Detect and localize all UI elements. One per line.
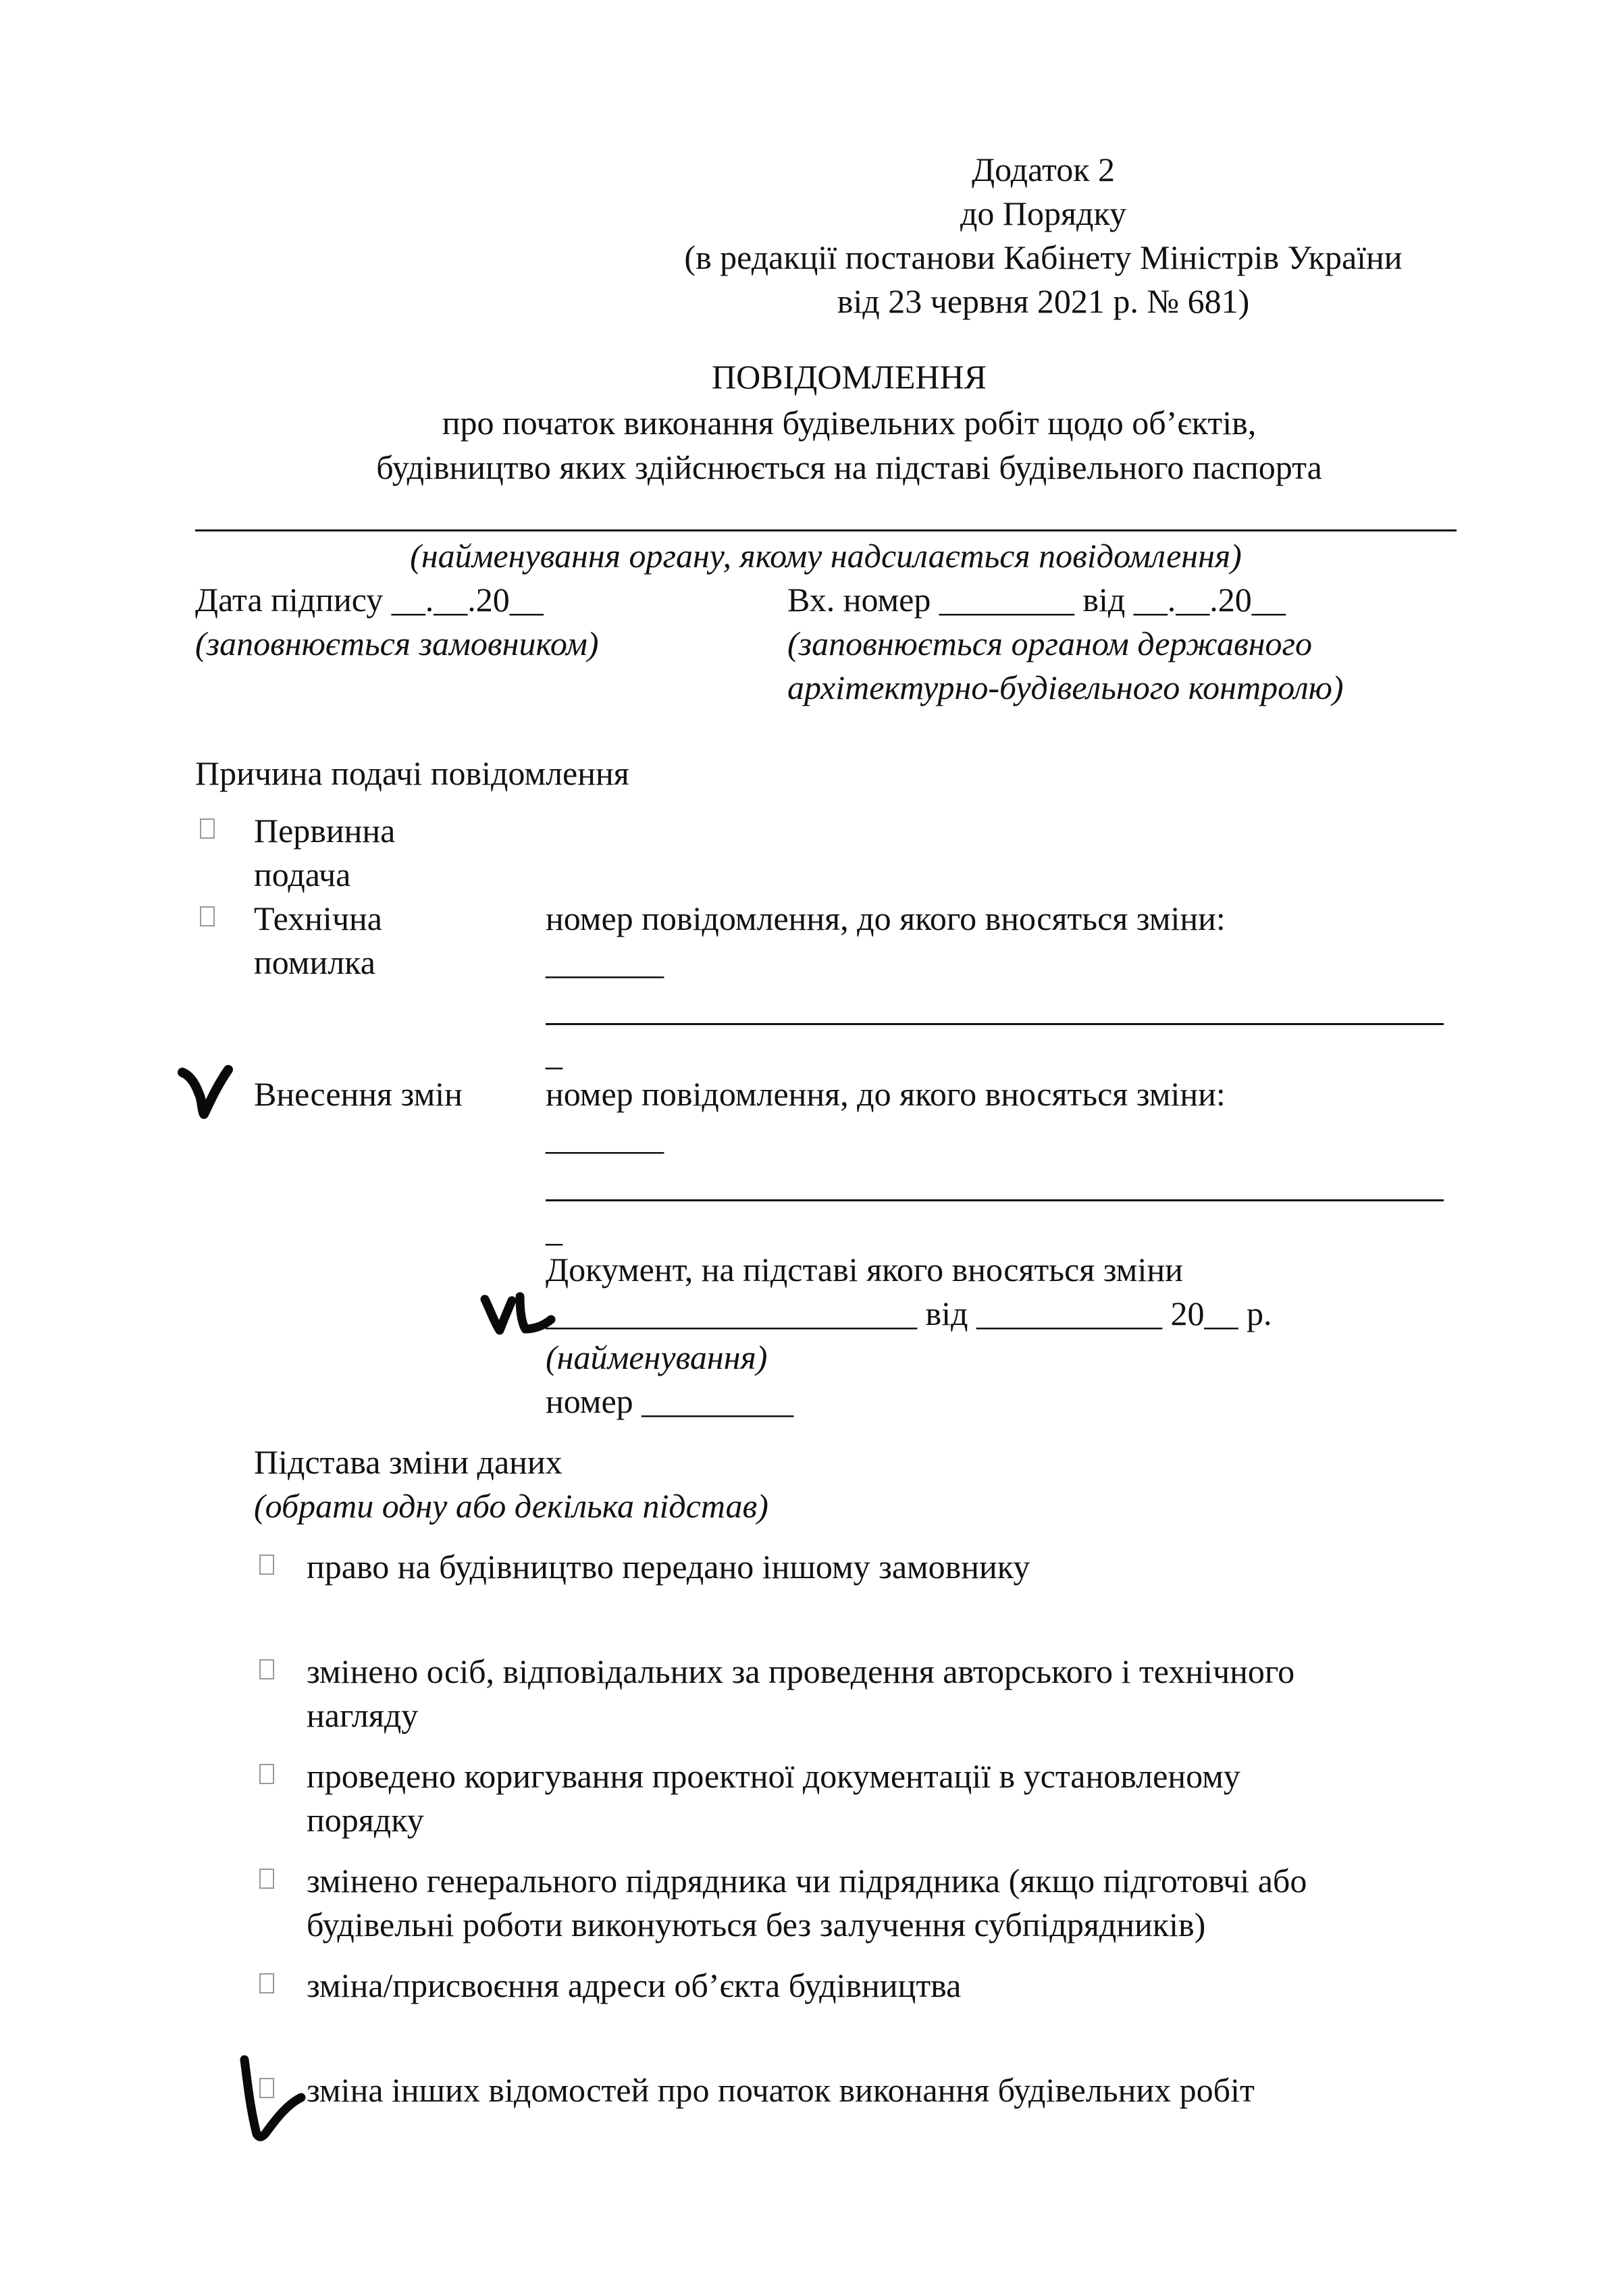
handwritten-check-other-info-icon: [236, 2053, 311, 2147]
header-procedure: до Порядку: [960, 194, 1127, 232]
technical-error-label-line1: Технічна: [254, 899, 382, 937]
ground-address-change-checkbox[interactable]: [259, 1973, 274, 1993]
ground-design-correction-checkbox[interactable]: [259, 1764, 274, 1784]
signature-date-note: (заповнюється замовником): [195, 625, 599, 662]
tech-error-long-blank-tail: _: [546, 1035, 563, 1072]
primary-submission-label-line1: Первинна: [254, 812, 396, 850]
page-title: ПОВІДОМЛЕННЯ: [712, 358, 987, 396]
ground-supervision-persons-checkbox[interactable]: [259, 1659, 274, 1679]
page-subtitle-line2: будівництво яких здійснюється на підставі будівельного паспорта: [376, 448, 1322, 486]
header-edition: (в редакції постанови Кабінету Міністрів України: [684, 238, 1403, 276]
incoming-number-note-line2: архітектурно-будівельного контролю): [787, 669, 1344, 706]
ground-design-correction-label-line1: проведено коригування проектної документації в установленому: [307, 1757, 1240, 1795]
basis-document-name-caption: (найменування): [546, 1338, 768, 1376]
basis-document-label: Документ, на підставі якого вносяться зміни: [546, 1251, 1183, 1288]
ground-address-change-label: зміна/присвоєння адреси об’єкта будівництва: [307, 1966, 962, 2004]
ground-other-info-label: зміна інших відомостей про початок виконання будівельних робіт: [307, 2071, 1255, 2109]
ground-supervision-persons-label-line1: змінено осіб, відповідальних за проведення авторського і технічного: [307, 1652, 1295, 1690]
basis-document-number-field[interactable]: номер _________: [546, 1382, 794, 1420]
technical-error-label-line2: помилка: [254, 943, 375, 981]
ground-new-customer-checkbox[interactable]: [259, 1555, 274, 1575]
recipient-caption: (найменування органу, якому надсилається повідомлення): [410, 537, 1242, 575]
technical-error-checkbox[interactable]: [200, 906, 215, 927]
ground-design-correction-label-line2: порядку: [307, 1801, 424, 1839]
primary-submission-label-line2: подача: [254, 856, 351, 893]
signature-date-field[interactable]: Дата підпису __.__.20__: [195, 581, 544, 619]
ground-supervision-persons-label-line2: нагляду: [307, 1696, 419, 1734]
ground-contractor-change-label-line1: змінено генерального підрядника чи підрядника (якщо підготовчі або: [307, 1862, 1307, 1900]
incoming-number-note-line1: (заповнюється органом державного: [787, 625, 1313, 662]
reason-heading: Причина подачі повідомлення: [195, 754, 629, 792]
tech-error-notice-number-blank[interactable]: _______: [546, 943, 664, 981]
recipient-line: [195, 529, 1457, 531]
changes-notice-number-blank[interactable]: _______: [546, 1119, 664, 1157]
grounds-note: (обрати одну або декілька підстав): [254, 1487, 768, 1525]
handwritten-check-document-icon: [481, 1290, 555, 1337]
ground-new-customer-label: право на будівництво передано іншому замовнику: [307, 1548, 1030, 1586]
header-appendix: Додаток 2: [972, 151, 1115, 188]
primary-submission-checkbox[interactable]: [200, 818, 215, 839]
incoming-number-field[interactable]: Вх. номер ________ від __.__.20__: [787, 581, 1286, 619]
tech-error-notice-number-label: номер повідомлення, до якого вносяться зміни:: [546, 899, 1226, 937]
page-subtitle-line1: про початок виконання будівельних робіт щодо об’єктів,: [442, 404, 1257, 442]
changes-long-blank[interactable]: [546, 1199, 1444, 1201]
header-resolution-date: від 23 червня 2021 р. № 681): [837, 282, 1250, 320]
tech-error-long-blank[interactable]: [546, 1023, 1444, 1025]
handwritten-check-changes-icon: [177, 1060, 234, 1121]
changes-long-blank-tail: _: [546, 1211, 563, 1249]
changes-notice-number-label: номер повідомлення, до якого вносяться зміни:: [546, 1075, 1226, 1113]
ground-contractor-change-checkbox[interactable]: [259, 1869, 274, 1889]
ground-contractor-change-label-line2: будівельні роботи виконуються без залучення субпідрядників): [307, 1906, 1206, 1943]
changes-label: Внесення змін: [254, 1075, 463, 1113]
grounds-heading: Підстава зміни даних: [254, 1443, 563, 1481]
basis-document-name-date-field[interactable]: ______________________ від ___________ 20__ р.: [546, 1295, 1272, 1332]
